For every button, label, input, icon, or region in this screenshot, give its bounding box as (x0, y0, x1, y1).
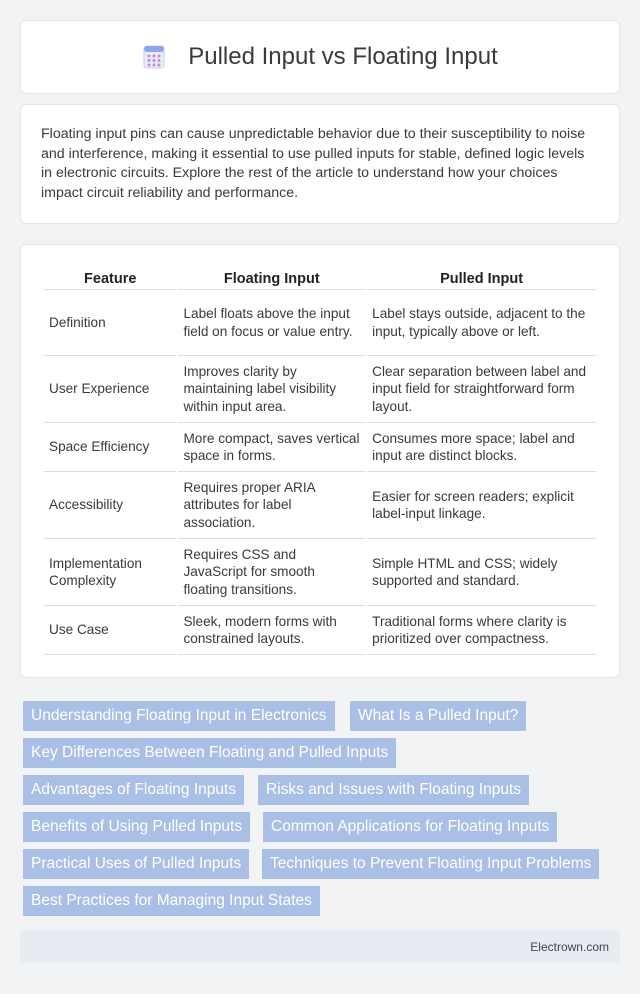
related-link-what-is-pulled-input[interactable]: What Is a Pulled Input? (350, 701, 526, 731)
table-cell-feature: Use Case (44, 606, 176, 655)
page-title: Pulled Input vs Floating Input (188, 43, 498, 70)
table-cell-pulled: Label stays outside, adjacent to the input, typically above or left. (367, 290, 596, 356)
table-cell-pulled: Traditional forms where clarity is prioritized over compactness. (367, 606, 596, 655)
comparison-table-card (20, 244, 620, 678)
table-cell-pulled: Clear separation between label and input field for straightforward form layout. (367, 356, 596, 423)
table-cell-floating: More compact, saves vertical space in forms. (178, 423, 365, 472)
table-cell-floating: Requires CSS and JavaScript for smooth floating transitions. (178, 539, 365, 606)
intro-text: Floating input pins can cause unpredictable behavior due to their susceptibility to noise and interference, making it essential to use pulled inputs for stable, defined logic levels in electronic circuits. Explore the rest of the article to understand how your choices impact circuit reliability and performance. (41, 126, 586, 201)
table-cell-pulled: Simple HTML and CSS; widely supported and standard. (367, 539, 596, 606)
related-link-risks-floating[interactable]: Risks and Issues with Floating Inputs (258, 775, 529, 805)
footer-site-name: Electrown.com (530, 940, 609, 954)
table-cell-floating: Improves clarity by maintaining label visibility within input area. (178, 356, 365, 423)
table-cell-feature: Accessibility (44, 472, 176, 539)
table-row (44, 356, 596, 423)
related-link-understanding-floating-input[interactable]: Understanding Floating Input in Electronics (23, 701, 335, 731)
table-cell-pulled: Consumes more space; label and input are distinct blocks. (367, 423, 596, 472)
footer (20, 930, 620, 963)
column-header-floating: Floating Input (178, 267, 365, 290)
column-header-feature: Feature (44, 267, 176, 290)
related-link-practical-uses[interactable]: Practical Uses of Pulled Inputs (23, 849, 249, 879)
table-row (44, 423, 596, 472)
table-row (44, 606, 596, 655)
related-link-techniques-prevent[interactable]: Techniques to Prevent Floating Input Problems (262, 849, 599, 879)
table-row (44, 472, 596, 539)
related-link-advantages-floating[interactable]: Advantages of Floating Inputs (23, 775, 244, 805)
table-cell-pulled: Easier for screen readers; explicit label-input linkage. (367, 472, 596, 539)
calculator-icon (142, 45, 166, 69)
column-header-pulled: Pulled Input (367, 267, 596, 290)
related-link-best-practices[interactable]: Best Practices for Managing Input States (23, 886, 320, 916)
table-row (44, 290, 596, 356)
related-link-key-differences[interactable]: Key Differences Between Floating and Pulled Inputs (23, 738, 396, 768)
table-cell-floating: Label floats above the input field on focus or value entry. (178, 290, 365, 356)
related-link-common-applications[interactable]: Common Applications for Floating Inputs (263, 812, 557, 842)
table-cell-floating: Requires proper ARIA attributes for label association. (178, 472, 365, 539)
table-header-row (44, 267, 596, 290)
table-cell-feature: Implementation Complexity (44, 539, 176, 606)
table-cell-feature: Definition (44, 290, 176, 356)
title-card (20, 20, 620, 94)
comparison-table (42, 267, 598, 655)
table-cell-feature: Space Efficiency (44, 423, 176, 472)
table-row (44, 539, 596, 606)
table-cell-feature: User Experience (44, 356, 176, 423)
intro-card (20, 104, 620, 224)
related-link-benefits-pulled[interactable]: Benefits of Using Pulled Inputs (23, 812, 250, 842)
table-cell-floating: Sleek, modern forms with constrained layouts. (178, 606, 365, 655)
